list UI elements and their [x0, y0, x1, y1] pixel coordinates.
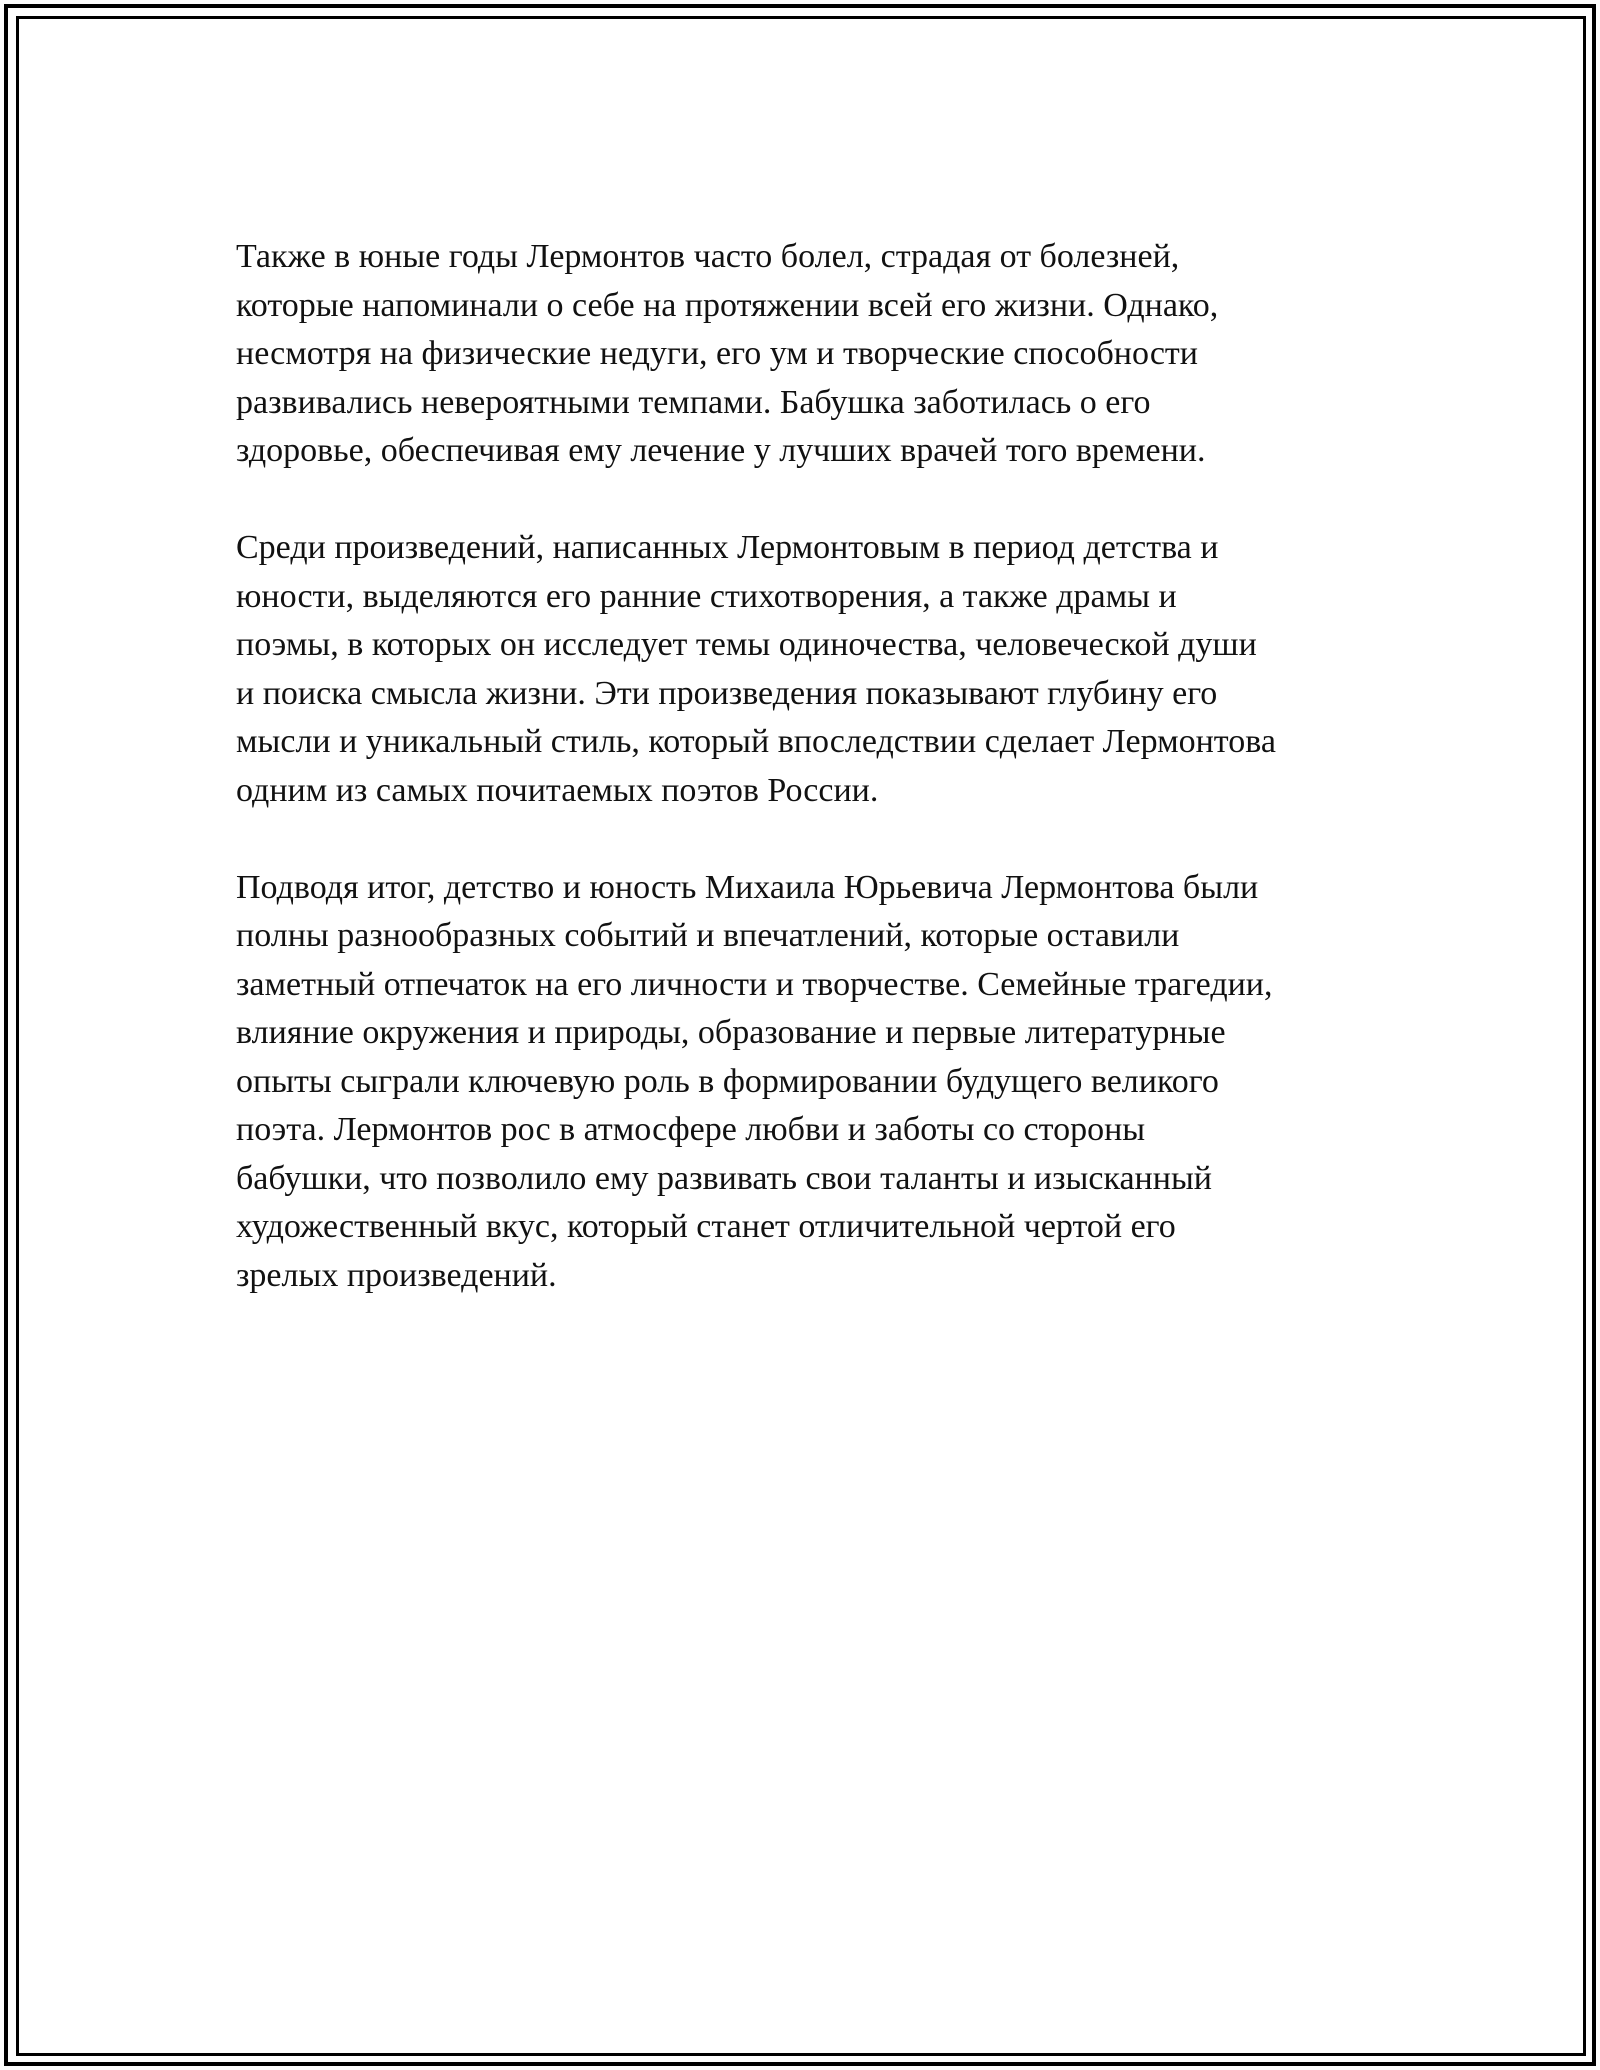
paragraph-2: Среди произведений, написанных Лермонтовым в период детства и юности, выделяются его ранние стихотворения, а также драмы и поэмы, в которых он исследует темы одиночества, человеческой души и поиска смысла жизни. Эти произведения показывают глубину его мысли и уникальный стиль, который впоследствии сделает Лермонтова одним из самых почитаемых поэтов России. [236, 529, 1276, 809]
paragraph-3: Подводя итог, детство и юность Михаила Юрьевича Лермонтова были полны разнообразных событий и впечатлений, которые оставили заметный отпечаток на его личности и творчестве. Семейные трагедии, влияние окружения и природы, образование и первые литературные опыты сыграли ключевую роль в формировании будущего великого поэта. Лермонтов рос в атмосфере любви и заботы со стороны бабушки, что позволило ему развивать свои таланты и изысканный художественный вкус, который станет отличительной чертой его зрелых произведений. [236, 868, 1273, 1294]
paragraph-1: Также в юные годы Лермонтов часто болел, страдая от болезней, которые напоминали о себе на протяжении всей его жизни. Однако, несмотря на физические недуги, его ум и творческие способности развивались невероятными темпами. Бабушка заботилась о его здоровье, обеспечивая ему лечение у лучших врачей того времени. [236, 238, 1219, 469]
document-body [236, 233, 1396, 1349]
